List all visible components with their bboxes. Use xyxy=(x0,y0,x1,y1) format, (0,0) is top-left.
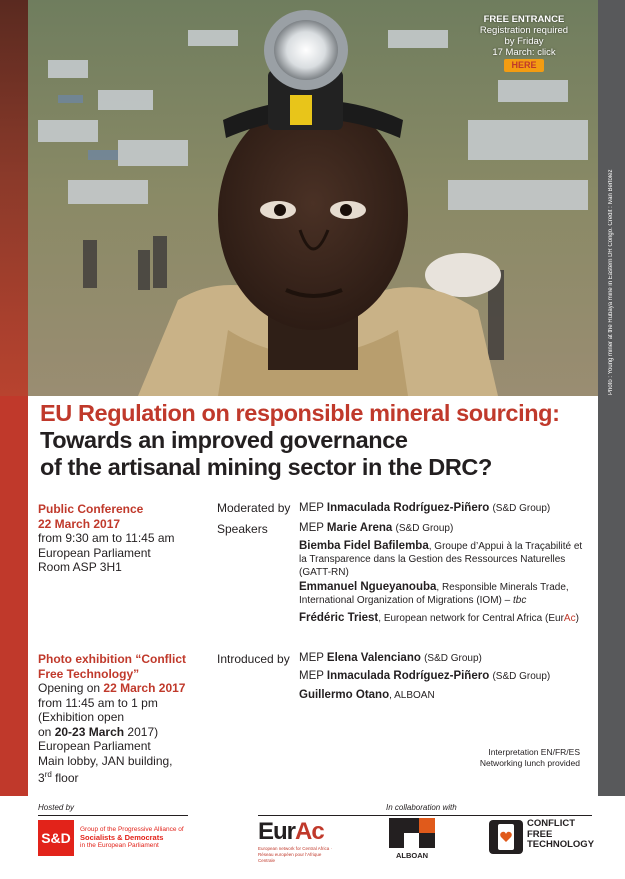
speaker-entry xyxy=(299,540,589,579)
sd-line-2: Socialists & Democrats xyxy=(80,833,164,842)
cft-line-1: CONFLICT xyxy=(527,818,576,829)
conference-venue: European Parliament xyxy=(38,545,151,560)
speaker-group: (S&D Group) xyxy=(395,523,454,534)
speaker-name: Biemba Fidel Bafilemba xyxy=(299,540,429,552)
title-line-1: EU Regulation on responsible mineral sourcing: xyxy=(40,400,560,426)
year-suffix: 2017) xyxy=(127,724,159,739)
sd-logo-box: S&D xyxy=(38,820,74,856)
introducer-group: (S&D Group) xyxy=(492,671,551,682)
left-band-top xyxy=(0,0,28,396)
exhibition-venue: European Parliament xyxy=(38,739,151,753)
speaker-entry xyxy=(299,612,589,625)
on-prefix: on xyxy=(38,724,52,739)
introducer-entry xyxy=(299,670,589,683)
event-title xyxy=(40,400,595,481)
role-introduced: Introduced by xyxy=(217,652,290,666)
exhibition-open-line: (Exhibition open xyxy=(38,710,125,724)
speaker-tbc: tbc xyxy=(512,595,527,606)
alboan-wordmark: ALBOAN xyxy=(395,851,429,860)
speaker-detail: , Responsible Minerals Trade, International Organization of Migrations (IOM) – xyxy=(299,582,569,606)
floor-ordinal: rd xyxy=(44,770,52,779)
eurac-wordmark xyxy=(258,818,338,846)
exhibition-block xyxy=(38,652,208,786)
exhibition-time: from 11:45 am to 1 pm xyxy=(38,695,158,710)
moderator-prefix: MEP xyxy=(299,502,324,514)
eurac-eur: Eur xyxy=(258,818,296,845)
conference-room: Room ASP 3H1 xyxy=(38,560,122,574)
speaker-detail: , European network for Central Africa (Eur xyxy=(378,613,564,624)
networking-line: Networking lunch provided xyxy=(479,758,580,768)
speaker-name: Frédéric Triest xyxy=(299,612,379,624)
open-dates: 20-23 March xyxy=(54,724,125,739)
introducer-name: Elena Valenciano xyxy=(326,652,421,664)
conference-time: from 9:30 am to 11:45 am xyxy=(38,531,175,545)
introducer-entry xyxy=(299,689,589,702)
conference-block xyxy=(38,502,208,575)
conference-date: 22 March 2017 xyxy=(38,516,121,531)
speaker-entry xyxy=(299,522,589,535)
opening-prefix: Opening on xyxy=(38,681,101,695)
cft-wordmark xyxy=(527,819,594,851)
alboan-logo[interactable] xyxy=(387,818,437,862)
exhibition-opening xyxy=(38,681,208,696)
photo-credit: Photo : Young miner at the Rubaya mine in Eastern DR Congo. Credit : Ivan Bertolez xyxy=(608,169,614,395)
introducer-name: Inmaculada Rodríguez-Piñero xyxy=(326,670,490,682)
sd-line-3: in the European Parliament xyxy=(80,842,159,849)
alboan-mark-icon xyxy=(389,818,435,848)
interpretation-line: Interpretation EN/FR/ES xyxy=(488,747,580,757)
introducer-detail: , ALBOAN xyxy=(389,690,435,701)
conflict-free-technology-logo[interactable] xyxy=(489,818,595,858)
introducer-prefix: MEP xyxy=(299,652,324,664)
exhibition-open-dates xyxy=(38,725,208,740)
opening-date: 22 March 2017 xyxy=(103,681,186,695)
floor-word: floor xyxy=(55,771,79,785)
role-speakers: Speakers xyxy=(217,522,268,536)
floor-number: 3 xyxy=(38,771,45,785)
conference-label: Public Conference xyxy=(38,502,144,516)
phone-heart-icon xyxy=(489,820,523,854)
free-entrance-title: FREE ENTRANCE xyxy=(483,14,565,25)
sd-line-1: Group of the Progressive Alliance of xyxy=(80,826,184,833)
introducer-name: Guillermo Otano xyxy=(299,689,390,701)
speaker-close: ) xyxy=(575,613,579,624)
interpretation-note xyxy=(420,747,580,769)
exhibition-label-1: Photo exhibition “Conflict xyxy=(38,652,186,666)
sd-group-logo[interactable] xyxy=(38,820,188,856)
speaker-name: Emmanuel Ngueyanouba xyxy=(299,581,437,593)
speaker-detail: , Groupe d’Appui à la Traçabilité et la Transparence dans la Gestion des Ressources Naturelles (GATT-RN) xyxy=(299,541,583,578)
eurac-tagline: European network for Central Africa · Réseau européen pour l'Afrique Centrale xyxy=(258,846,333,863)
exhibition-lobby: Main lobby, JAN building, xyxy=(38,753,173,768)
title-line-2: Towards an improved governance xyxy=(40,427,408,453)
cft-line-2: FREE xyxy=(527,828,553,840)
exhibition-label-2: Free Technology” xyxy=(38,666,140,681)
collaboration-rule xyxy=(258,815,592,816)
exhibition-floor xyxy=(38,768,208,786)
speaker-name: Marie Arena xyxy=(326,522,393,534)
hosted-by-label: Hosted by xyxy=(38,803,75,812)
registration-line-1: Registration required xyxy=(479,25,569,36)
right-band xyxy=(598,0,625,796)
introducer-entry xyxy=(299,652,589,665)
moderator-entry xyxy=(299,502,589,515)
free-entrance-callout xyxy=(470,14,578,72)
title-line-3: of the artisanal mining sector in the DRC? xyxy=(40,454,492,480)
introducer-group: (S&D Group) xyxy=(424,653,482,664)
collaboration-label: In collaboration with xyxy=(386,803,457,812)
speaker-prefix: MEP xyxy=(299,522,324,534)
registration-here-link[interactable]: HERE xyxy=(504,59,543,72)
eurac-ac: Ac xyxy=(295,818,324,845)
speaker-entry xyxy=(299,581,589,607)
speaker-eurac: Ac xyxy=(563,613,576,624)
introducer-prefix: MEP xyxy=(299,670,324,682)
hosted-by-rule xyxy=(38,815,188,816)
registration-line-2: by Friday xyxy=(504,36,544,47)
role-moderated: Moderated by xyxy=(217,501,291,515)
moderator-name: Inmaculada Rodríguez-Piñero xyxy=(326,502,490,514)
eurac-logo[interactable] xyxy=(258,818,338,862)
cft-line-3: TECHNOLOGY xyxy=(527,839,595,850)
registration-line-3: 17 March: click xyxy=(492,47,556,58)
moderator-group: (S&D Group) xyxy=(492,503,551,514)
left-band-bottom xyxy=(0,396,28,796)
sd-logo-text xyxy=(80,826,190,850)
